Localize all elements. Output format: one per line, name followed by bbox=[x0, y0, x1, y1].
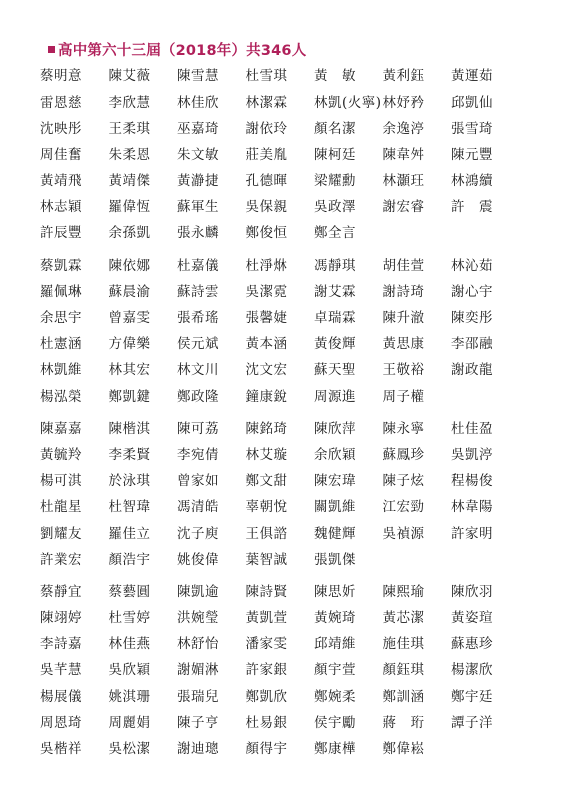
name-row bbox=[40, 521, 530, 547]
student-name: 江宏勁 bbox=[382, 499, 425, 516]
student-name: 關凱維 bbox=[314, 499, 356, 516]
student-name: 施佳琪 bbox=[382, 636, 425, 653]
student-name: 吳松潔 bbox=[108, 741, 151, 758]
student-name: 蘇晨渝 bbox=[108, 283, 151, 300]
student-name: 邱靖維 bbox=[314, 636, 356, 653]
student-name: 陳艾薇 bbox=[108, 68, 151, 85]
student-name: 楊可淇 bbox=[40, 473, 82, 490]
student-name: 陳楷淇 bbox=[108, 420, 151, 437]
student-name: 張希瑤 bbox=[177, 310, 219, 327]
student-name: 黃靖飛 bbox=[40, 173, 82, 190]
student-name: 李宛倩 bbox=[177, 446, 219, 463]
name-row bbox=[40, 580, 530, 606]
student-name: 杜憲涵 bbox=[40, 336, 82, 353]
student-name: 吳楷祥 bbox=[40, 741, 82, 758]
student-name: 謝依玲 bbox=[245, 120, 288, 137]
student-name: 林凱維 bbox=[40, 362, 82, 379]
name-row bbox=[40, 684, 530, 710]
student-name: 林佳燕 bbox=[108, 636, 151, 653]
student-name: 吳保親 bbox=[245, 199, 288, 216]
student-name: 魏健輝 bbox=[314, 525, 356, 542]
student-name: 朱文敏 bbox=[177, 146, 219, 163]
student-name: 陳可荔 bbox=[177, 420, 219, 437]
student-name: 鄭宇廷 bbox=[451, 688, 493, 705]
name-row bbox=[40, 253, 530, 279]
student-name: 鐘康銳 bbox=[245, 388, 288, 405]
student-name: 侯宇勵 bbox=[314, 714, 356, 731]
student-name: 鄭全言 bbox=[314, 225, 356, 242]
student-name: 陳雪慧 bbox=[177, 68, 219, 85]
square-bullet-icon bbox=[48, 46, 55, 53]
student-name: 卓瑞霖 bbox=[314, 310, 356, 327]
name-row bbox=[40, 306, 530, 332]
student-name: 李邵融 bbox=[451, 336, 493, 353]
name-row bbox=[40, 169, 530, 195]
student-name: 馮靜琪 bbox=[314, 257, 356, 274]
student-name: 余孫凱 bbox=[108, 225, 151, 242]
student-name: 杜雪婷 bbox=[108, 610, 151, 627]
student-name: 蘇詩雲 bbox=[177, 283, 219, 300]
student-name: 蔡明意 bbox=[40, 68, 82, 85]
student-name: 林韋陽 bbox=[451, 499, 493, 516]
student-name: 陳柯廷 bbox=[314, 146, 356, 163]
student-name: 吳欣穎 bbox=[108, 662, 151, 679]
student-name: 鄭康樺 bbox=[314, 741, 356, 758]
student-name: 張永麟 bbox=[177, 225, 219, 242]
student-name: 陳永寧 bbox=[382, 420, 425, 437]
student-name: 洪婉瑩 bbox=[177, 610, 219, 627]
student-name: 黃毓羚 bbox=[40, 446, 82, 463]
student-name: 周恩琦 bbox=[40, 714, 82, 731]
student-name: 吳禎源 bbox=[382, 525, 425, 542]
student-name: 顏鈺琪 bbox=[382, 662, 425, 679]
student-name: 姚淇珊 bbox=[108, 688, 151, 705]
student-name: 杜龍星 bbox=[40, 499, 82, 516]
student-name: 鄭政隆 bbox=[177, 388, 219, 405]
student-name: 羅佳立 bbox=[108, 525, 151, 542]
student-name: 朱柔恩 bbox=[108, 146, 151, 163]
student-name: 余欣穎 bbox=[314, 446, 356, 463]
student-name: 沈子庾 bbox=[177, 525, 219, 542]
student-name: 陳奕彤 bbox=[451, 310, 493, 327]
student-name: 余逸渟 bbox=[382, 120, 425, 137]
name-row bbox=[40, 737, 530, 763]
name-row bbox=[40, 90, 530, 116]
student-name: 梁耀勳 bbox=[314, 173, 356, 190]
name-row bbox=[40, 221, 530, 247]
student-name: 姚俊偉 bbox=[177, 551, 219, 568]
student-name: 張凱傑 bbox=[314, 551, 356, 568]
student-name: 方偉樂 bbox=[108, 336, 151, 353]
student-name: 黃運茹 bbox=[451, 68, 493, 85]
student-name: 於泳琪 bbox=[108, 473, 151, 490]
student-name: 鄭婉柔 bbox=[314, 688, 356, 705]
student-name: 羅佩琳 bbox=[40, 283, 82, 300]
student-name: 張馨婕 bbox=[245, 310, 288, 327]
student-name: 黃思康 bbox=[382, 336, 425, 353]
student-name: 李柔賢 bbox=[108, 446, 151, 463]
student-name: 陳嘉嘉 bbox=[40, 420, 82, 437]
student-name: 林佳欣 bbox=[177, 94, 219, 111]
student-name: 黃 敏 bbox=[314, 68, 356, 85]
student-name: 謝心宇 bbox=[451, 283, 493, 300]
student-name: 陳欣羽 bbox=[451, 583, 493, 600]
name-row bbox=[40, 416, 530, 442]
student-name: 謝媚淋 bbox=[177, 662, 219, 679]
student-name: 林沁茹 bbox=[451, 257, 493, 274]
student-name: 林艾璇 bbox=[245, 446, 288, 463]
name-row bbox=[40, 358, 530, 384]
student-name: 林其宏 bbox=[108, 362, 151, 379]
student-name: 黃芯潔 bbox=[382, 610, 425, 627]
student-name: 黃瀞捷 bbox=[177, 173, 219, 190]
student-name: 李詩嘉 bbox=[40, 636, 82, 653]
student-name: 吳潔霓 bbox=[245, 283, 288, 300]
name-row bbox=[40, 332, 530, 358]
name-list bbox=[40, 64, 530, 763]
student-name: 黃靖傑 bbox=[108, 173, 151, 190]
student-name: 許業宏 bbox=[40, 551, 82, 568]
student-name: 鄭凱鍵 bbox=[108, 388, 151, 405]
student-name: 楊泓榮 bbox=[40, 388, 82, 405]
student-name: 鄭訓涵 bbox=[382, 688, 425, 705]
student-name: 沈映彤 bbox=[40, 120, 82, 137]
student-name: 林灝玨 bbox=[382, 173, 425, 190]
student-name: 蔣 珩 bbox=[382, 714, 425, 731]
student-name: 曾家如 bbox=[177, 473, 219, 490]
name-row bbox=[40, 711, 530, 737]
student-name: 張瑞兒 bbox=[177, 688, 219, 705]
student-name: 陳翊婷 bbox=[40, 610, 82, 627]
student-name: 杜雪琪 bbox=[245, 68, 288, 85]
student-name: 辜朝悅 bbox=[245, 499, 288, 516]
student-name: 陳熙瑜 bbox=[382, 583, 425, 600]
student-name: 曾嘉雯 bbox=[108, 310, 151, 327]
name-row bbox=[40, 143, 530, 169]
student-name: 李欣慧 bbox=[108, 94, 151, 111]
student-name: 程楊俊 bbox=[451, 473, 493, 490]
student-name: 黃利鈺 bbox=[382, 68, 425, 85]
student-name: 譚子洋 bbox=[451, 714, 493, 731]
student-name: 杜淨烌 bbox=[245, 257, 288, 274]
student-name: 顏名潔 bbox=[314, 120, 356, 137]
student-name: 周子權 bbox=[382, 388, 425, 405]
student-name: 謝宏睿 bbox=[382, 199, 425, 216]
student-name: 劉耀友 bbox=[40, 525, 82, 542]
name-row bbox=[40, 443, 530, 469]
class-title: 高中第六十三屆（2018年）共346人 bbox=[58, 42, 307, 59]
student-name: 吳凱渟 bbox=[451, 446, 493, 463]
student-name: 黃凱萱 bbox=[245, 610, 288, 627]
student-name: 蔡藝圓 bbox=[108, 583, 151, 600]
student-name: 陳韋舛 bbox=[382, 146, 425, 163]
student-name: 許家銀 bbox=[245, 662, 288, 679]
student-name: 黃姿瑄 bbox=[451, 610, 493, 627]
student-name: 蘇惠珍 bbox=[451, 636, 493, 653]
student-name: 陳銘琦 bbox=[245, 420, 288, 437]
name-row bbox=[40, 64, 530, 90]
student-name: 林鴻續 bbox=[451, 173, 493, 190]
student-name: 張雪琦 bbox=[451, 120, 493, 137]
student-name: 林妤矜 bbox=[382, 94, 425, 111]
student-name: 杜佳盈 bbox=[451, 420, 493, 437]
student-name: 陳思妡 bbox=[314, 583, 356, 600]
student-name: 顏得宇 bbox=[245, 741, 288, 758]
student-name: 謝政龍 bbox=[451, 362, 493, 379]
student-name: 林潔霖 bbox=[245, 94, 288, 111]
student-name: 周源進 bbox=[314, 388, 356, 405]
student-name: 侯元斌 bbox=[177, 336, 219, 353]
student-name: 陳宏瑋 bbox=[314, 473, 356, 490]
student-name: 陳子亨 bbox=[177, 714, 219, 731]
name-row bbox=[40, 632, 530, 658]
name-row bbox=[40, 606, 530, 632]
student-name: 王俱諮 bbox=[245, 525, 288, 542]
student-name: 蘇天聖 bbox=[314, 362, 356, 379]
student-name: 楊潔欣 bbox=[451, 662, 493, 679]
student-name: 陳依娜 bbox=[108, 257, 151, 274]
name-row bbox=[40, 280, 530, 306]
student-name: 謝詩琦 bbox=[382, 283, 425, 300]
student-name: 吳政澤 bbox=[314, 199, 356, 216]
student-name: 蘇鳳珍 bbox=[382, 446, 425, 463]
student-name: 顏浩宇 bbox=[108, 551, 151, 568]
name-row bbox=[40, 469, 530, 495]
student-name: 羅偉恆 bbox=[108, 199, 151, 216]
student-name: 胡佳萱 bbox=[382, 257, 425, 274]
student-name: 陳詩賢 bbox=[245, 583, 288, 600]
student-name: 鄭俊恒 bbox=[245, 225, 288, 242]
student-name: 邱凱仙 bbox=[451, 94, 493, 111]
student-name: 陳升澈 bbox=[382, 310, 425, 327]
student-name: 陳欣萍 bbox=[314, 420, 356, 437]
student-name: 杜智瑋 bbox=[108, 499, 151, 516]
student-name: 周佳奮 bbox=[40, 146, 82, 163]
student-name: 許 震 bbox=[451, 199, 493, 216]
student-name: 王敬裕 bbox=[382, 362, 425, 379]
student-name: 黃俊輝 bbox=[314, 336, 356, 353]
name-row bbox=[40, 195, 530, 221]
name-row bbox=[40, 116, 530, 142]
student-name: 孔德暉 bbox=[245, 173, 288, 190]
student-name: 馮清皓 bbox=[177, 499, 219, 516]
student-name: 陳元豐 bbox=[451, 146, 493, 163]
student-name: 林舒怡 bbox=[177, 636, 219, 653]
student-name: 鄭偉崧 bbox=[382, 741, 425, 758]
student-name: 楊展儀 bbox=[40, 688, 82, 705]
student-name: 林文川 bbox=[177, 362, 219, 379]
student-name: 余思宇 bbox=[40, 310, 82, 327]
student-name: 莊美胤 bbox=[245, 146, 288, 163]
student-name: 周麗娟 bbox=[108, 714, 151, 731]
student-name: 沈文宏 bbox=[245, 362, 288, 379]
student-name: 黃婉琦 bbox=[314, 610, 356, 627]
student-name: 林凱(火寧) bbox=[314, 94, 382, 111]
student-name: 蘇軍生 bbox=[177, 199, 219, 216]
name-row bbox=[40, 384, 530, 410]
name-row bbox=[40, 495, 530, 521]
name-row bbox=[40, 658, 530, 684]
student-name: 吳芊慧 bbox=[40, 662, 82, 679]
name-row bbox=[40, 547, 530, 573]
student-name: 許辰豐 bbox=[40, 225, 82, 242]
student-name: 巫嘉琦 bbox=[177, 120, 219, 137]
student-name: 杜嘉儀 bbox=[177, 257, 219, 274]
student-name: 葉智誠 bbox=[245, 551, 288, 568]
student-name: 蔡靜宜 bbox=[40, 583, 82, 600]
student-name: 陳凱逾 bbox=[177, 583, 219, 600]
student-name: 蔡凱霖 bbox=[40, 257, 82, 274]
class-heading bbox=[48, 38, 306, 60]
student-name: 王柔琪 bbox=[108, 120, 151, 137]
student-name: 雷恩慈 bbox=[40, 94, 82, 111]
student-name: 杜易銀 bbox=[245, 714, 288, 731]
student-name: 鄭文甜 bbox=[245, 473, 288, 490]
student-name: 陳子炫 bbox=[382, 473, 425, 490]
student-name: 林志穎 bbox=[40, 199, 82, 216]
student-name: 鄭凱欣 bbox=[245, 688, 288, 705]
student-name: 謝迪璁 bbox=[177, 741, 219, 758]
student-name: 黃本涵 bbox=[245, 336, 288, 353]
student-name: 許家明 bbox=[451, 525, 493, 542]
student-name: 顏宇萱 bbox=[314, 662, 356, 679]
student-name: 潘家雯 bbox=[245, 636, 288, 653]
student-name: 謝艾霖 bbox=[314, 283, 356, 300]
